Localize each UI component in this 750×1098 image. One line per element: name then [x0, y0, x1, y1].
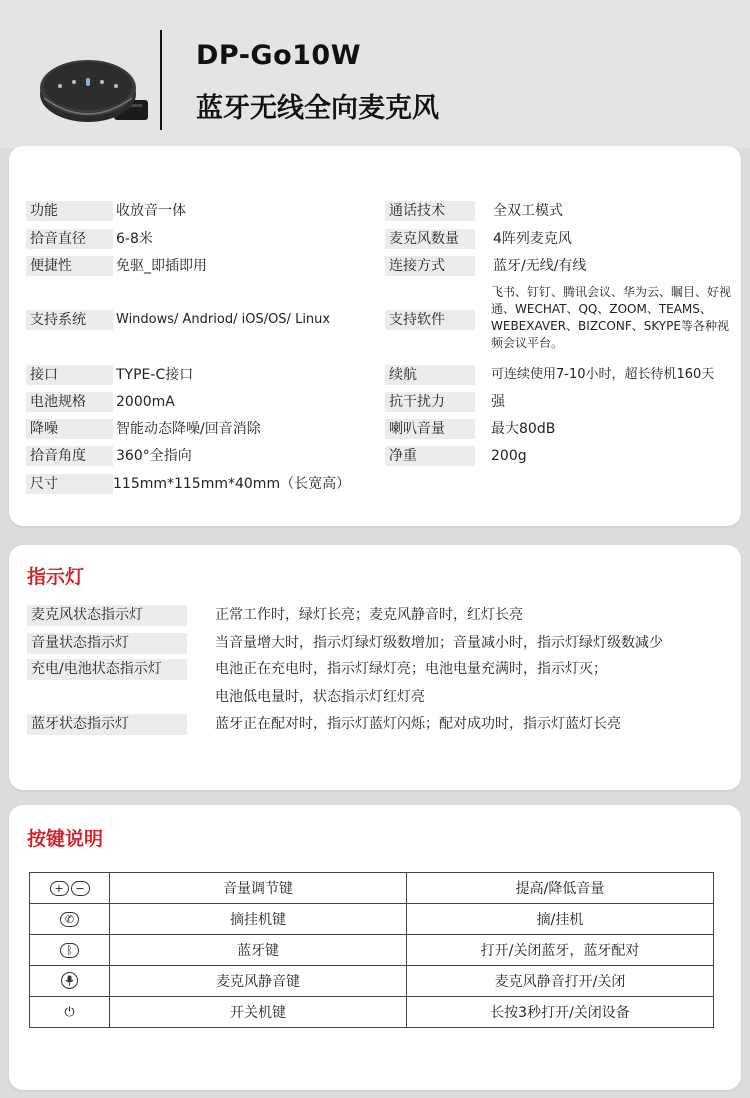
- indicator-label: 充电/电池状态指示灯: [27, 659, 187, 680]
- spec-card: [9, 146, 741, 526]
- spec-label: 喇叭音量: [385, 419, 475, 439]
- spec-value: 免驱_即插即用: [116, 258, 207, 274]
- spec-value: 收放音一体: [116, 203, 186, 219]
- keys-card: [9, 805, 741, 1090]
- spec-label: 支持软件: [385, 310, 475, 330]
- table-row: [30, 935, 714, 966]
- table-row: [30, 904, 714, 935]
- key-name: 开关机键: [110, 997, 407, 1028]
- spec-value: 115mm*115mm*40mm（长宽高）: [113, 476, 351, 492]
- spec-value: 强: [491, 394, 505, 410]
- bluetooth-icon: ᛒ: [60, 943, 79, 958]
- spec-value: 2000mA: [116, 394, 175, 410]
- speakerphone-device-icon: [36, 38, 156, 133]
- spec-label: 续航: [385, 365, 475, 385]
- keys-table: [29, 872, 714, 1028]
- power-icon: ⏻: [64, 1005, 75, 1020]
- table-row: [30, 997, 714, 1028]
- indicator-label: 音量状态指示灯: [27, 633, 187, 654]
- microphone-icon: [61, 972, 78, 989]
- spec-label: 便捷性: [26, 256, 113, 276]
- spec-label: 通话技术: [385, 201, 475, 221]
- spec-value: 最大80dB: [491, 421, 556, 437]
- indicator-label: 蓝牙状态指示灯: [27, 714, 187, 735]
- spec-label: 接口: [26, 365, 113, 385]
- phone-icon: ✆: [60, 912, 79, 927]
- key-name: 麦克风静音键: [110, 966, 407, 997]
- header: [0, 0, 750, 148]
- key-desc: 摘/挂机: [407, 904, 714, 935]
- spec-label: 支持系统: [26, 310, 113, 330]
- table-row: [30, 873, 714, 904]
- spec-value: Windows/ Andriod/ iOS/OS/ Linux: [116, 312, 331, 327]
- plus-icon: +: [50, 881, 69, 896]
- indicator-value: 当音量增大时，指示灯绿灯级数增加；音量减小时，指示灯绿灯级数减少: [215, 635, 663, 651]
- spec-value: 200g: [491, 448, 527, 464]
- product-subtitle: 蓝牙无线全向麦克风: [196, 93, 439, 124]
- spec-value: 全双工模式: [493, 203, 563, 219]
- spec-label: 抗干扰力: [385, 392, 475, 412]
- spec-label: 降噪: [26, 419, 113, 439]
- indicator-value: 电池低电量时，状态指示灯红灯亮: [215, 689, 425, 705]
- indicator-value: 电池正在充电时，指示灯绿灯亮；电池电量充满时，指示灯灭；: [215, 661, 607, 677]
- indicator-card: [9, 545, 741, 790]
- spec-label: 拾音角度: [26, 446, 113, 466]
- spec-label: 连接方式: [385, 256, 475, 276]
- spec-label: 净重: [385, 446, 475, 466]
- spec-label: 麦克风数量: [385, 229, 475, 249]
- header-divider: [160, 30, 162, 130]
- indicator-value: 蓝牙正在配对时，指示灯蓝灯闪烁；配对成功时，指示灯蓝灯长亮: [215, 716, 621, 732]
- spec-label: 尺寸: [26, 474, 113, 494]
- spec-value: 360°全指向: [116, 448, 192, 464]
- minus-icon: −: [71, 881, 90, 896]
- spec-value: 6-8米: [116, 231, 153, 247]
- key-name: 摘挂机键: [110, 904, 407, 935]
- keys-title: 按键说明: [27, 828, 104, 850]
- key-name: 蓝牙键: [110, 935, 407, 966]
- key-desc: 提高/降低音量: [407, 873, 714, 904]
- spec-label: 电池规格: [26, 392, 113, 412]
- indicator-label: 麦克风状态指示灯: [27, 605, 187, 626]
- indicator-value: 正常工作时，绿灯长亮；麦克风静音时，红灯长亮: [215, 607, 523, 623]
- table-row: [30, 966, 714, 997]
- spec-label: 功能: [26, 201, 113, 221]
- key-desc: 打开/关闭蓝牙，蓝牙配对: [407, 935, 714, 966]
- spec-value: 4阵列麦克风: [493, 231, 572, 247]
- spec-value: 蓝牙/无线/有线: [493, 258, 587, 274]
- spec-value: 飞书、钉钉、腾讯会议、华为云、瞩目、好视通、WECHAT、QQ、ZOOM、TEAMS、WEBEXAVER、BIZCONF、SKYPE等各种视频会议平台。: [491, 285, 732, 350]
- spec-label: 拾音直径: [26, 229, 113, 249]
- spec-value: 智能动态降噪/回音消除: [116, 421, 261, 437]
- spec-value: TYPE-C接口: [116, 367, 194, 383]
- key-desc: 长按3秒打开/关闭设备: [407, 997, 714, 1028]
- key-name: 音量调节键: [110, 873, 407, 904]
- product-model: DP-Go10W: [196, 40, 361, 71]
- spec-value: 可连续使用7-10小时，超长待机160天: [491, 367, 715, 382]
- indicator-title: 指示灯: [27, 566, 85, 588]
- key-desc: 麦克风静音打开/关闭: [407, 966, 714, 997]
